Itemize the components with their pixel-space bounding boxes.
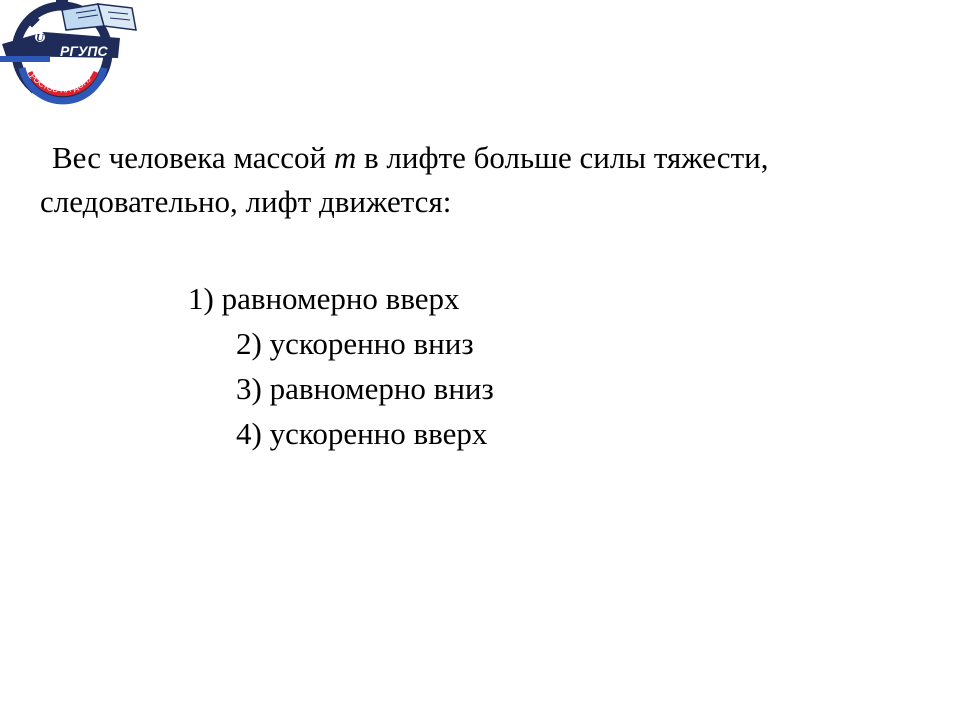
university-logo [0, 0, 140, 110]
question-text [40, 136, 940, 224]
question-line-1 [40, 136, 940, 180]
question-part-1: Вес человека массой [52, 140, 334, 175]
svg-text:U: U [36, 32, 44, 44]
answer-option-4[interactable]: 4) ускоренно вверх [236, 416, 488, 451]
mass-symbol: m [333, 140, 357, 175]
answer-option-1[interactable]: 1) равномерно вверх [188, 281, 460, 316]
svg-text:РГУПС: РГУПС [60, 43, 108, 59]
rgups-emblem-icon [0, 0, 140, 110]
answer-option-2[interactable]: 2) ускоренно вниз [236, 326, 474, 361]
question-part-2: в лифте больше силы тяжести, [356, 140, 769, 175]
question-line-2: следовательно, лифт движется: [40, 184, 452, 219]
svg-text:РОСТОВ-НА-ДОНУ: РОСТОВ-НА-ДОНУ [28, 71, 94, 95]
answer-option-3[interactable]: 3) равномерно вниз [236, 371, 494, 406]
